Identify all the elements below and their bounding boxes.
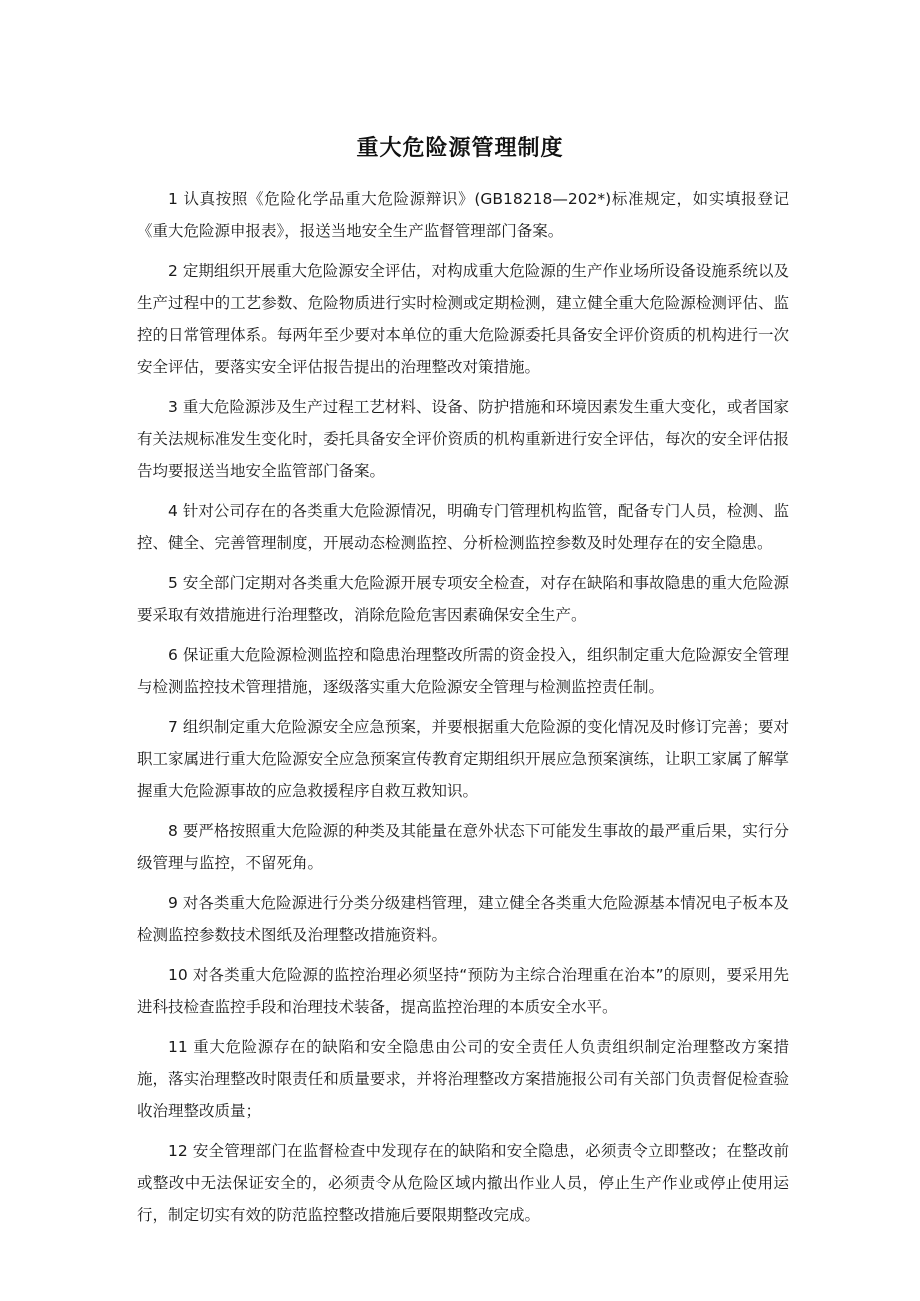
paragraph-5: 5 安全部门定期对各类重大危险源开展专项安全检查，对存在缺陷和事故隐患的重大危险源要采取有效措施进行治理整改，消除危险危害因素确保安全生产。	[137, 574, 789, 624]
paragraph-10: 10 对各类重大危险源的监控治理必须坚持“预防为主综合治理重在治本”的原则，要采用先进科技检查监控手段和治理技术装备，提高监控治理的本质安全水平。	[137, 966, 789, 1016]
paragraph-3: 3 重大危险源涉及生产过程工艺材料、设备、防护措施和环境因素发生重大变化，或者国家有关法规标准发生变化时，委托具备安全评价资质的机构重新进行安全评估，每次的安全评估报告均要报送当地安全监管部门备案。	[137, 398, 789, 480]
document-title: 重大危险源管理制度	[356, 136, 564, 161]
paragraph-4: 4 针对公司存在的各类重大危险源情况，明确专门管理机构监管，配备专门人员，检测、监控、健全、完善管理制度，开展动态检测监控、分析检测监控参数及时处理存在的安全隐患。	[137, 502, 789, 552]
paragraph-11: 11 重大危险源存在的缺陷和安全隐患由公司的安全责任人负责组织制定治理整改方案措施，落实治理整改时限责任和质量要求，并将治理整改方案措施报公司有关部门负责督促检查验收治理整改质量；	[137, 1038, 789, 1120]
paragraph-2: 2 定期组织开展重大危险源安全评估，对构成重大危险源的生产作业场所设备设施系统以及生产过程中的工艺参数、危险物质进行实时检测或定期检测，建立健全重大危险源检测评估、监控的日常管理体系。每两年至少要对本单位的重大危险源委托具备安全评价资质的机构进行一次安全评估，要落实安全评估报告提出的治理整改对策措施。	[137, 262, 789, 376]
paragraph-6: 6 保证重大危险源检测监控和隐患治理整改所需的资金投入，组织制定重大危险源安全管理与检测监控技术管理措施，逐级落实重大危险源安全管理与检测监控责任制。	[137, 646, 789, 696]
paragraph-1: 1 认真按照《危险化学品重大危险源辩识》(GB18218—202*)标准规定，如实填报登记《重大危险源申报表》，报送当地安全生产监督管理部门备案。	[137, 190, 789, 240]
paragraph-12: 12 安全管理部门在监督检查中发现存在的缺陷和安全隐患，必须责令立即整改；在整改前或整改中无法保证安全的，必须责令从危险区域内撤出作业人员，停止生产作业或停止使用运行，制定切实有效的防范监控整改措施后要限期整改完成。	[137, 1142, 789, 1224]
paragraph-8: 8 要严格按照重大危险源的种类及其能量在意外状态下可能发生事故的最严重后果，实行分级管理与监控，不留死角。	[137, 822, 789, 872]
paragraph-7: 7 组织制定重大危险源安全应急预案，并要根据重大危险源的变化情况及时修订完善；要对职工家属进行重大危险源安全应急预案宣传教育定期组织开展应急预案演练，让职工家属了解掌握重大危险源事故的应急救援程序自救互救知识。	[137, 718, 789, 800]
paragraph-9: 9 对各类重大危险源进行分类分级建档管理，建立健全各类重大危险源基本情况电子板本及检测监控参数技术图纸及治理整改措施资料。	[137, 894, 789, 944]
document-body	[137, 183, 789, 1239]
